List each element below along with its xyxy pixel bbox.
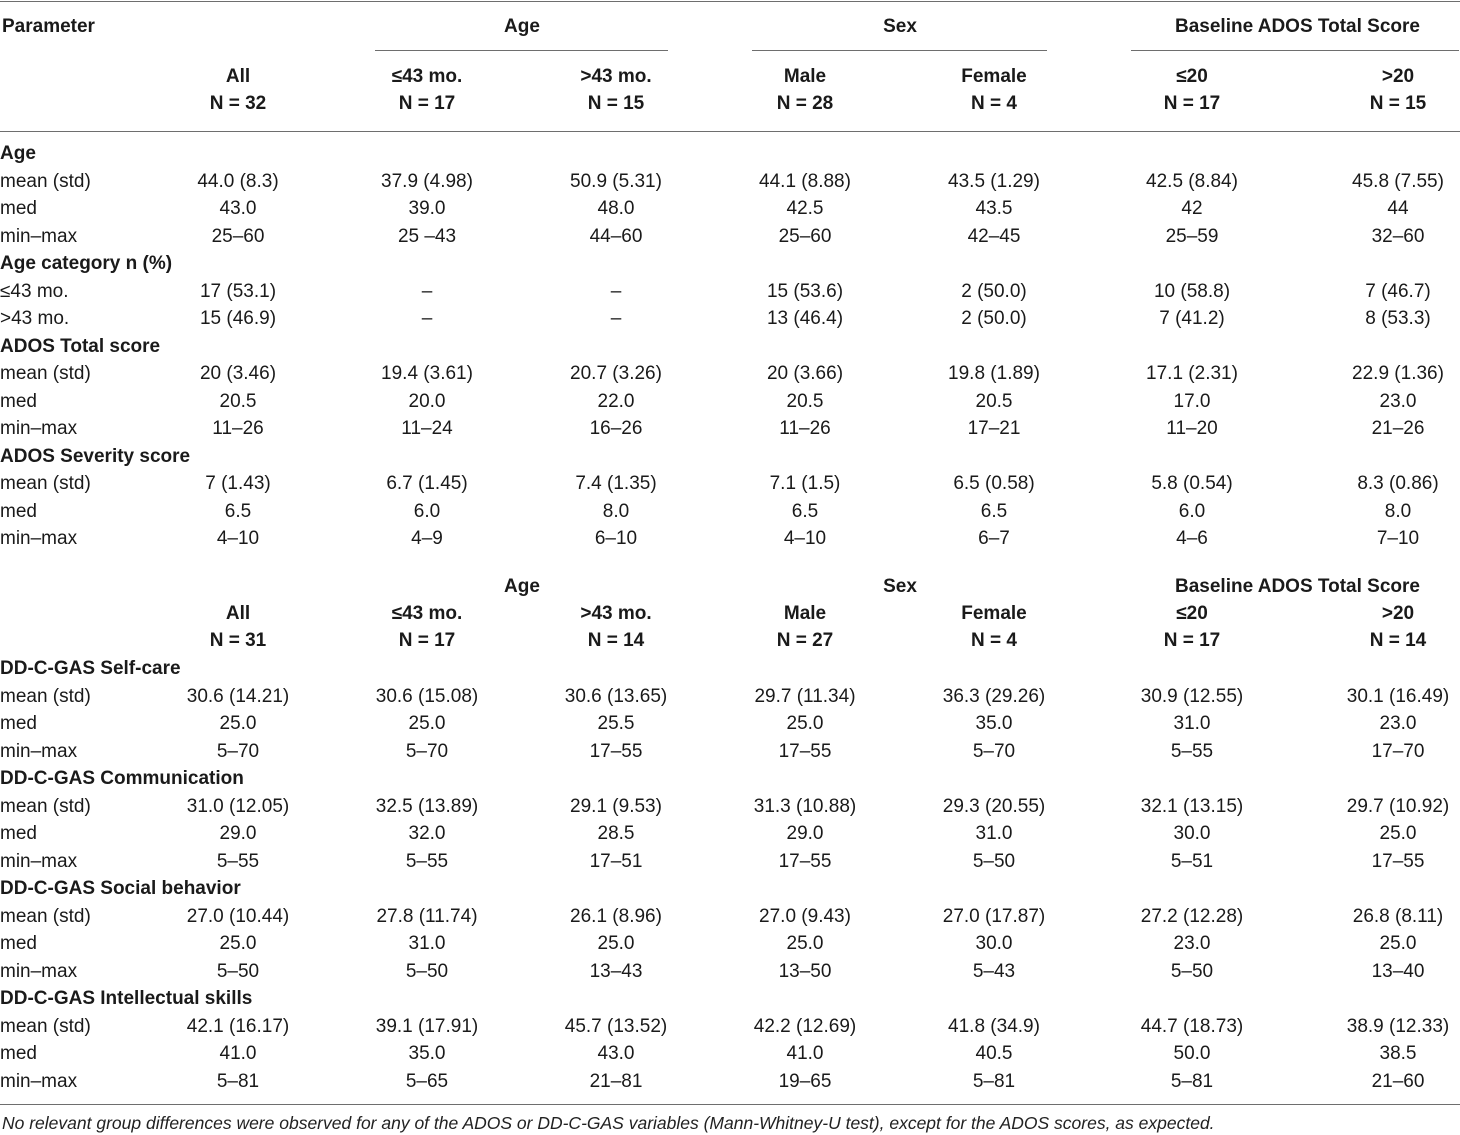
part1-cell: 6.5 <box>791 500 819 522</box>
part2-cell: 5–70 <box>972 740 1016 762</box>
part2-cell: 35.0 <box>408 1043 446 1064</box>
column-n-2-2: N = 14 <box>587 630 645 651</box>
part2-cell: 27.0 (9.43) <box>759 905 851 927</box>
part1-cell: 43.5 (1.29) <box>948 170 1040 192</box>
part1-cell: 25 –43 <box>397 225 457 247</box>
part2-cell: 5–81 <box>972 1070 1016 1092</box>
part2-cell: 35.0 <box>975 713 1013 734</box>
part1-cell: 8.0 <box>1384 500 1412 522</box>
part2-cell: 32.1 (13.15) <box>1140 795 1244 817</box>
column-header-5: ≤20 <box>1176 66 1208 87</box>
part2-row-label: med <box>0 1043 37 1064</box>
part2-cell: 5–51 <box>1170 850 1214 872</box>
part2-cell: 25.0 <box>597 933 635 954</box>
column-header-2: >43 mo. <box>580 66 652 87</box>
column-header-2-2: >43 mo. <box>580 603 652 624</box>
part2-cell: 31.0 (12.05) <box>186 795 290 817</box>
part1-cell: 20 (3.66) <box>766 363 844 384</box>
table-footnote: No relevant group differences were observed for any of the ADOS or DD-C-GAS variables (Mann-Whitney-U test), except for the ADOS scores, as expected. <box>2 1113 1215 1133</box>
part1-cell: 4–6 <box>1176 528 1208 549</box>
part2-cell: 17–55 <box>778 850 832 872</box>
part1-cell: 43.5 <box>975 198 1013 219</box>
part2-cell: 13–40 <box>1371 960 1425 982</box>
part2-cell: 31.3 (10.88) <box>753 795 857 817</box>
part1-section-title-0: Age <box>0 143 36 164</box>
part1-cell: 21–26 <box>1371 418 1425 439</box>
column-n-1: N = 17 <box>398 93 456 114</box>
part1-cell: 17.1 (2.31) <box>1146 363 1238 384</box>
part1-cell: 7.4 (1.35) <box>575 473 657 494</box>
part1-cell: 7 (41.2) <box>1159 308 1225 329</box>
part1-cell: 8.0 <box>602 500 630 522</box>
part1-cell: 44.1 (8.88) <box>759 170 851 192</box>
part2-cell: 30.0 <box>975 933 1013 954</box>
column-n-6: N = 15 <box>1369 93 1427 114</box>
part1-cell: 16–26 <box>589 418 643 439</box>
part2-cell: 29.7 (10.92) <box>1346 795 1450 817</box>
part1-cell: 19.8 (1.89) <box>948 363 1040 384</box>
part1-cell: 8.3 (0.86) <box>1357 473 1439 494</box>
part2-cell: 30.6 (13.65) <box>564 685 668 707</box>
age-group-rule <box>375 50 668 51</box>
part2-cell: 44.7 (18.73) <box>1140 1015 1244 1037</box>
part2-row-label: min–max <box>0 960 78 982</box>
part2-cell: 29.7 (11.34) <box>754 685 856 707</box>
part1-cell: 25–60 <box>778 225 832 247</box>
part1-cell: – <box>610 280 622 302</box>
part2-cell: 28.5 <box>597 823 635 844</box>
part2-cell: 25.0 <box>219 933 257 954</box>
column-n-2-4: N = 4 <box>971 630 1017 651</box>
part2-cell: 41.0 <box>786 1043 824 1064</box>
part1-cell: 7.1 (1.5) <box>769 473 841 494</box>
group-header-2-1: Sex <box>883 576 917 597</box>
part2-cell: 30.0 <box>1173 823 1211 844</box>
part2-cell: 50.0 <box>1173 1043 1211 1064</box>
column-header-6: >20 <box>1381 66 1415 87</box>
part2-cell: 25.0 <box>408 713 446 734</box>
part2-row-label: mean (std) <box>0 1015 91 1037</box>
part1-cell: 25–60 <box>211 225 265 247</box>
header-bottom-rule <box>0 131 1460 132</box>
part1-row-label: mean (std) <box>0 473 91 494</box>
part2-cell: 5–50 <box>972 850 1016 872</box>
part1-cell: 11–20 <box>1166 418 1218 439</box>
part1-cell: 7–10 <box>1376 528 1420 549</box>
part2-cell: 41.0 <box>219 1043 257 1064</box>
part1-cell: 6.0 <box>1178 500 1206 522</box>
part1-cell: 8 (53.3) <box>1365 308 1431 329</box>
part1-cell: 44 <box>1387 198 1409 219</box>
part2-row-label: med <box>0 823 37 844</box>
part2-cell: 43.0 <box>597 1043 635 1064</box>
part2-cell: 25.0 <box>219 713 257 734</box>
part2-cell: 41.8 (34.9) <box>948 1015 1040 1037</box>
part2-cell: 32.5 (13.89) <box>375 795 479 817</box>
group-header-2-2: Baseline ADOS Total Score <box>1175 576 1420 597</box>
column-header-2-6: >20 <box>1381 603 1415 624</box>
part2-cell: 29.0 <box>219 823 257 844</box>
part2-cell: 31.0 <box>408 933 446 954</box>
part2-cell: 38.9 (12.33) <box>1346 1015 1450 1037</box>
part2-cell: 27.0 (17.87) <box>942 905 1046 927</box>
part1-cell: 42.5 <box>786 198 824 219</box>
part1-cell: 20.7 (3.26) <box>570 363 662 384</box>
part2-cell: 45.7 (13.52) <box>564 1015 668 1037</box>
part1-cell: 48.0 <box>597 198 635 219</box>
column-n-2-0: N = 31 <box>209 630 267 651</box>
ados-group-rule <box>1131 50 1459 51</box>
column-header-2-0: All <box>225 603 251 624</box>
part1-cell: 50.9 (5.31) <box>570 170 662 192</box>
part2-cell: 5–65 <box>405 1070 449 1092</box>
part1-section-title-2: ADOS Total score <box>0 335 161 357</box>
part2-cell: 31.0 <box>1173 713 1211 734</box>
part1-section-title-1: Age category n (%) <box>0 253 173 274</box>
part2-cell: 13–43 <box>589 960 643 982</box>
part1-cell: 4–9 <box>411 528 443 549</box>
part2-cell: 27.0 (10.44) <box>186 905 290 927</box>
part2-cell: 5–50 <box>405 960 449 982</box>
part2-cell: 5–55 <box>1170 740 1214 762</box>
part1-cell: 25–59 <box>1165 225 1219 247</box>
part2-cell: 38.5 <box>1379 1043 1417 1064</box>
parameter-header: Parameter <box>2 16 95 37</box>
part2-cell: 27.8 (11.74) <box>376 905 478 927</box>
column-n-2-3: N = 27 <box>776 630 834 651</box>
part2-cell: 25.0 <box>1379 933 1417 954</box>
part2-cell: 29.1 (9.53) <box>570 795 662 817</box>
part1-cell: 22.9 (1.36) <box>1352 363 1444 384</box>
column-n-3: N = 28 <box>776 93 834 114</box>
part2-cell: 39.1 (17.91) <box>375 1015 479 1037</box>
table-top-rule <box>0 1 1460 2</box>
part1-cell: 7 (46.7) <box>1365 280 1431 302</box>
part1-row-label: mean (std) <box>0 170 91 192</box>
part2-cell: 29.3 (20.55) <box>942 795 1046 817</box>
part2-row-label: med <box>0 713 37 734</box>
part2-cell: 23.0 <box>1173 933 1211 954</box>
part2-cell: 36.3 (29.26) <box>942 685 1046 707</box>
table-bottom-rule <box>0 1104 1460 1105</box>
part1-cell: 11–24 <box>401 418 453 439</box>
part2-cell: 21–60 <box>1371 1070 1425 1092</box>
part1-cell: 45.8 (7.55) <box>1352 170 1444 192</box>
part1-cell: 42 <box>1181 198 1203 219</box>
part1-cell: 6.5 <box>980 500 1008 522</box>
part1-cell: 20.5 <box>786 390 824 412</box>
part1-section-title-3: ADOS Severity score <box>0 445 191 467</box>
part1-row-label: >43 mo. <box>0 308 70 329</box>
part1-row-label: min–max <box>0 225 78 247</box>
part2-cell: 5–81 <box>216 1070 260 1092</box>
part2-row-label: mean (std) <box>0 905 91 927</box>
part2-cell: 31.0 <box>975 823 1013 844</box>
part2-cell: 25.0 <box>786 713 824 734</box>
column-n-4: N = 4 <box>971 93 1017 114</box>
part2-cell: 42.1 (16.17) <box>186 1015 290 1037</box>
part2-cell: 5–50 <box>216 960 260 982</box>
column-header-4: Female <box>961 66 1027 87</box>
part2-row-label: mean (std) <box>0 685 91 707</box>
part2-cell: 17–55 <box>778 740 832 762</box>
part1-row-label: min–max <box>0 528 78 549</box>
part2-cell: 5–55 <box>405 850 449 872</box>
part1-cell: 17–21 <box>967 418 1021 439</box>
group-header-2: Baseline ADOS Total Score <box>1175 16 1420 37</box>
column-header-3: Male <box>783 66 827 87</box>
part1-cell: 15 (53.6) <box>766 280 844 302</box>
part1-row-label: mean (std) <box>0 363 91 384</box>
part2-row-label: min–max <box>0 740 78 762</box>
part2-cell: 17–70 <box>1371 740 1425 762</box>
part2-cell: 17–51 <box>589 850 643 872</box>
column-n-2-1: N = 17 <box>398 630 456 651</box>
part1-cell: – <box>610 308 622 329</box>
part2-cell: 5–50 <box>1170 960 1214 982</box>
part2-cell: 25.5 <box>597 713 635 734</box>
group-header-1: Sex <box>883 16 917 37</box>
part1-cell: 7 (1.43) <box>205 473 271 494</box>
part1-cell: 6–10 <box>594 528 638 549</box>
part2-row-label: mean (std) <box>0 795 91 817</box>
part2-cell: 5–43 <box>972 960 1016 982</box>
column-header-2-3: Male <box>783 603 827 624</box>
part1-cell: 4–10 <box>216 528 260 549</box>
part1-cell: 11–26 <box>212 418 264 439</box>
part2-cell: 25.0 <box>786 933 824 954</box>
part2-cell: 21–81 <box>589 1070 643 1092</box>
part1-cell: 6.5 <box>224 500 252 522</box>
part1-cell: 17 (53.1) <box>199 280 277 302</box>
column-n-2-6: N = 14 <box>1369 630 1427 651</box>
part1-cell: 13 (46.4) <box>766 308 844 329</box>
part1-cell: – <box>421 308 433 329</box>
column-header-2-4: Female <box>961 603 1027 624</box>
part1-cell: 44–60 <box>589 225 643 247</box>
sex-group-rule <box>752 50 1047 51</box>
column-n-2: N = 15 <box>587 93 645 114</box>
part1-cell: 15 (46.9) <box>199 308 277 329</box>
part1-cell: 22.0 <box>597 390 635 412</box>
part2-section-title-1: DD-C-GAS Communication <box>0 768 244 789</box>
column-header-1: ≤43 mo. <box>391 66 463 87</box>
part1-cell: 42.5 (8.84) <box>1146 170 1238 192</box>
column-n-2-5: N = 17 <box>1163 630 1221 651</box>
group-header-2-0: Age <box>504 576 540 597</box>
part1-cell: 2 (50.0) <box>961 308 1027 329</box>
part2-cell: 30.6 (15.08) <box>375 685 479 707</box>
part2-cell: 42.2 (12.69) <box>753 1015 857 1037</box>
part2-cell: 5–81 <box>1170 1070 1214 1092</box>
part1-cell: 23.0 <box>1379 390 1417 412</box>
part2-cell: 40.5 <box>975 1043 1013 1064</box>
part2-cell: 17–55 <box>1371 850 1425 872</box>
part1-cell: 6.0 <box>413 500 441 522</box>
part2-cell: 26.8 (8.11) <box>1352 905 1444 927</box>
part2-row-label: min–max <box>0 850 78 872</box>
column-n-5: N = 17 <box>1163 93 1221 114</box>
part1-cell: 6.7 (1.45) <box>386 473 468 494</box>
part1-cell: 43.0 <box>219 198 257 219</box>
part2-row-label: med <box>0 933 37 954</box>
part1-cell: 11–26 <box>779 418 831 439</box>
part1-cell: 2 (50.0) <box>961 280 1027 302</box>
part2-cell: 5–70 <box>216 740 260 762</box>
part1-cell: 19.4 (3.61) <box>381 363 473 384</box>
part2-cell: 13–50 <box>778 960 832 982</box>
part2-section-title-0: DD-C-GAS Self-care <box>0 658 181 679</box>
part1-cell: 20 (3.46) <box>199 363 277 384</box>
part1-row-label: ≤43 mo. <box>0 280 69 302</box>
part2-cell: 5–70 <box>405 740 449 762</box>
part2-cell: 32.0 <box>408 823 446 844</box>
column-n-0: N = 32 <box>209 93 267 114</box>
part1-cell: 6–7 <box>978 528 1010 549</box>
part2-cell: 27.2 (12.28) <box>1140 905 1244 927</box>
part2-cell: 30.9 (12.55) <box>1140 685 1244 707</box>
part1-cell: 20.5 <box>975 390 1013 412</box>
part2-cell: 26.1 (8.96) <box>570 905 662 927</box>
column-header-0: All <box>225 66 251 87</box>
part1-cell: 44.0 (8.3) <box>197 170 279 192</box>
part1-row-label: min–max <box>0 418 78 439</box>
part1-cell: 20.5 <box>219 390 257 412</box>
part1-cell: 4–10 <box>783 528 827 549</box>
part2-cell: 5–55 <box>216 850 260 872</box>
part2-cell: 23.0 <box>1379 713 1417 734</box>
part2-section-title-2: DD-C-GAS Social behavior <box>0 878 241 899</box>
part2-cell: 29.0 <box>786 823 824 844</box>
part1-cell: 5.8 (0.54) <box>1151 473 1233 494</box>
part2-cell: 17–55 <box>589 740 643 762</box>
part2-row-label: min–max <box>0 1070 78 1092</box>
part1-cell: 10 (58.8) <box>1153 280 1231 302</box>
column-header-2-5: ≤20 <box>1176 603 1208 624</box>
group-header-0: Age <box>504 16 540 37</box>
part1-row-label: med <box>0 500 37 522</box>
part1-cell: 20.0 <box>408 390 446 412</box>
part1-cell: 6.5 (0.58) <box>953 473 1035 494</box>
part1-row-label: med <box>0 390 37 412</box>
part2-cell: 25.0 <box>1379 823 1417 844</box>
part2-section-title-3: DD-C-GAS Intellectual skills <box>0 988 253 1009</box>
part1-cell: 37.9 (4.98) <box>381 170 473 192</box>
part1-row-label: med <box>0 198 37 219</box>
part2-cell: 19–65 <box>778 1070 832 1092</box>
part1-cell: 32–60 <box>1371 225 1425 247</box>
column-header-2-1: ≤43 mo. <box>391 603 463 624</box>
part1-cell: – <box>421 280 433 302</box>
part1-cell: 42–45 <box>967 225 1021 247</box>
part1-cell: 39.0 <box>408 198 446 219</box>
part1-cell: 17.0 <box>1173 390 1211 412</box>
part2-cell: 30.6 (14.21) <box>186 685 290 707</box>
part2-cell: 30.1 (16.49) <box>1346 685 1450 707</box>
